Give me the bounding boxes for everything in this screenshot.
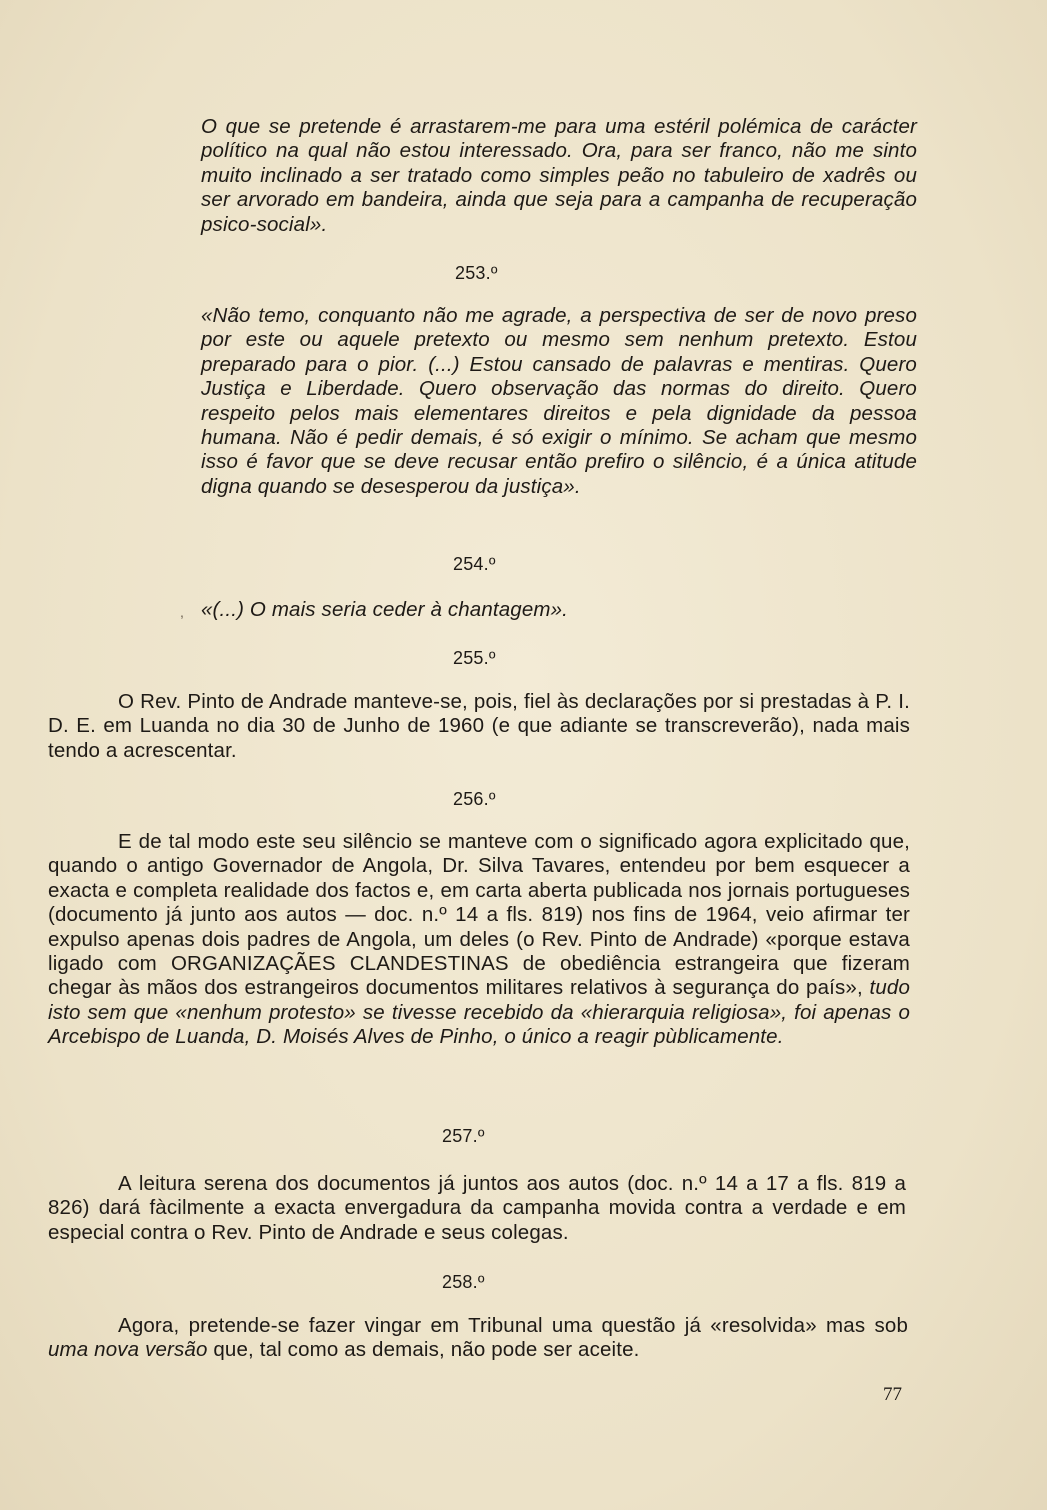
section-number-258: 258.º <box>442 1272 485 1292</box>
body-text-256-italic: tudo isto sem que «nenhum protesto» se tivesse recebido da «hierarquia religiosa», foi apenas o Arcebispo de Luanda, D. Moisés Alves de Pinho, o único a reagir pùblicamente. <box>48 976 910 1049</box>
body-paragraph-255 <box>48 690 910 763</box>
body-paragraph-258 <box>48 1314 908 1363</box>
scan-mark: , <box>180 604 184 620</box>
quote-paragraph-253: «Não temo, conquanto não me agrade, a perspectiva de ser de novo preso por este ou aquele pretexto ou mesmo sem nenhum pretexto. Estou preparado para o pior. (...) Estou cansado de palavras e mentiras. Quero Justiça e Liberdade. Quero observação das normas do direito. Quero respeito pelos mais elementares direitos e pela dignidade da pessoa humana. Não é pedir demais, é só exigir o mínimo. Se acham que mesmo isso é favor que se deve recusar então prefiro o silêncio, é a única atitude digna quando se desesperou da justiça». <box>201 304 917 498</box>
quote-paragraph-254: «(...) O mais seria ceder à chantagem». <box>201 598 569 621</box>
body-text-257: A leitura serena dos documentos já juntos aos autos (doc. n.º 14 a 17 a fls. 819 a 826) dará fàcilmente a exacta envergadura da campanha movida contra a verdade e em especial contra o Rev. Pinto de Andrade e seus colegas. <box>48 1172 906 1244</box>
body-text-258-italic: uma nova versão <box>48 1338 208 1362</box>
body-text-258-a: Agora, pretende-se fazer vingar em Tribunal uma questão já «resolvida» mas sob <box>118 1314 908 1337</box>
page-number: 77 <box>883 1384 902 1405</box>
section-number-254: 254.º <box>453 554 496 574</box>
body-paragraph-257 <box>48 1172 906 1245</box>
section-number-253: 253.º <box>455 263 498 283</box>
body-paragraph-256 <box>48 830 910 1050</box>
body-text-256: E de tal modo este seu silêncio se manteve com o significado agora explicitado que, quando o antigo Governador de Angola, Dr. Silva Tavares, entendeu por bem esquecer a exacta e completa realidade dos factos e, em carta aberta publicada nos jornais portugueses (documento já junto aos autos — doc. n.º 14 a fls. 819) nos fins de 1964, veio afirmar ter expulso apenas dois padres de Angola, um deles (o Rev. Pinto de Andrade) «porque estava ligado com ORGANIZAÇÃES CLANDESTINAS de obediência estrangeira que fizeram chegar às mãos dos estrangeiros documentos militares relativos à segurança do país», <box>48 830 910 1000</box>
section-number-256: 256.º <box>453 789 496 809</box>
quote-paragraph-intro: O que se pretende é arrastarem-me para uma estéril polémica de carácter político na qual não estou interessado. Ora, para ser franco, não me sinto muito inclinado a ser tratado como simples peão no tabuleiro de xadrês ou ser arvorado em bandeira, ainda que seja para a campanha de recuperação psico-social». <box>201 115 917 236</box>
body-text-255: O Rev. Pinto de Andrade manteve-se, pois, fiel às declarações por si prestadas à P. I. D. E. em Luanda no dia 30 de Junho de 1960 (e que adiante se transcreverão), nada mais tendo a acrescentar. <box>48 690 910 762</box>
section-number-257: 257.º <box>442 1126 485 1146</box>
section-number-255: 255.º <box>453 648 496 668</box>
body-text-258-c: que, tal como as demais, não pode ser aceite. <box>213 1338 640 1362</box>
